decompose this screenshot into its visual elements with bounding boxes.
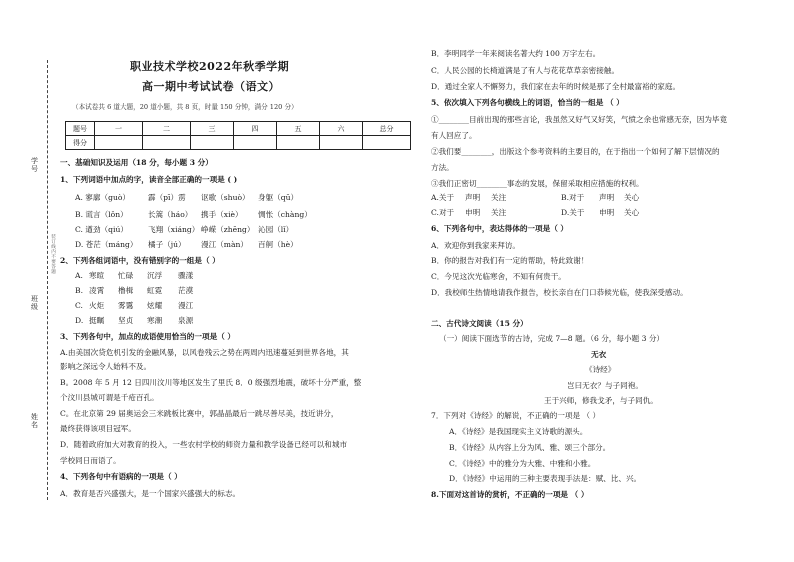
- question-1: 1、下列词语中加点的字，读音全部正确的一项是 ( ): [60, 175, 238, 184]
- q4-option-b: B．李明同学一年来阅读名著大约 100 万字左右。: [431, 49, 601, 58]
- score-table: [65, 121, 411, 150]
- q7-option: D．《诗经》中运用的三种主要表现手法是：赋、比、兴。: [449, 474, 642, 483]
- q7-option: A．《诗经》是我国现实主义诗歌的源头。: [449, 427, 588, 436]
- q7-option: C．《诗经》中的雅分为大雅、中雅和小雅。: [449, 459, 596, 468]
- question-8: 8.下面对这首诗的赏析，不正确的一项是 （ ）: [431, 490, 589, 499]
- score-table-header: 四: [234, 122, 277, 136]
- q2-word: 雾霭: [118, 301, 134, 310]
- q6-option: C．今见这次光临寒舍，不知有何贵干。: [431, 272, 566, 281]
- q2-word: 忙碌: [118, 271, 134, 280]
- q1-option: 橘子（jú）: [148, 240, 186, 249]
- q2-word: 泉源: [178, 316, 194, 325]
- q6-option: B．你的报告对我们有一定的帮助，特此致谢！: [431, 256, 589, 265]
- q5-option: C.对于: [431, 208, 455, 217]
- q5-word: 申明: [599, 208, 615, 217]
- binding-warning: 装订线内不要答题: [51, 235, 56, 275]
- poem-line: 岂曰无衣？与子同袍。: [567, 381, 643, 390]
- q1-option: 惆怅（chàng）: [258, 210, 312, 219]
- q2-word: 虹霓: [147, 286, 163, 295]
- q2-word: 凌霄: [89, 286, 105, 295]
- q2-word: 沉浮: [147, 271, 163, 280]
- q5-line: ③我们正密切________事态的发展，保留采取相应措施的权利。: [431, 179, 644, 188]
- q7-option: B．《诗经》从内容上分为风、雅、颂三个部分。: [449, 443, 611, 452]
- q2-option-letter: D.: [75, 316, 84, 325]
- q1-option: 峥嵘（zhēng）: [201, 225, 255, 234]
- q1-option: 霹（pī）雳: [148, 193, 186, 202]
- score-table-header: 一: [95, 122, 143, 136]
- q1-option: B. 谎言（lǒn）: [75, 210, 128, 219]
- q1-option: 飞翔（xiáng）: [148, 225, 200, 234]
- score-cell[interactable]: [191, 136, 234, 150]
- q3-line: 最终获得该项目冠军。: [60, 424, 136, 433]
- q1-option: D. 苍茫（máng）: [75, 240, 138, 249]
- score-cell[interactable]: [234, 136, 277, 150]
- q1-option: 身躯（qū）: [258, 193, 299, 202]
- score-table-header: 总分: [363, 122, 411, 136]
- q5-line: ②我们要________，出版这个参考资料的主要目的，在于指出一个如何了解下层情况的: [431, 147, 720, 156]
- score-row-label: 得分: [66, 136, 95, 150]
- q2-word: 寒潮: [147, 316, 163, 325]
- q2-option-letter: C.: [75, 301, 83, 310]
- q2-word: 橹楫: [118, 286, 134, 295]
- section-2-sub-1: （一）阅读下面选节的古诗，完成 7—8 题。（6 分，每小题 3 分）: [439, 334, 665, 343]
- q3-line: C。在北京第 29 届奥运会三米跳板比赛中，郭晶晶最后一跳尽善尽美，技近讲分，: [60, 409, 339, 418]
- q2-option-letter: B.: [75, 286, 83, 295]
- score-table-header: 五: [277, 122, 320, 136]
- question-4: 4、下列各句中有语病的一项是（ ）: [60, 472, 182, 481]
- score-table-header: 题号: [66, 122, 95, 136]
- score-table-header: 三: [191, 122, 234, 136]
- score-table-header: 二: [143, 122, 191, 136]
- q2-word: 炫耀: [147, 301, 163, 310]
- class-label: 班级: [31, 295, 38, 311]
- q1-option: 漫江（màn）: [201, 240, 248, 249]
- q3-line: 影响之深远令人始料不及。: [60, 362, 152, 371]
- q4-option-a: A．教育是否兴盛强大，是一个国家兴盛强大的标志。: [60, 489, 241, 498]
- exam-title: 高一期中考试试卷（语文）: [142, 80, 280, 93]
- q5-word: 声明: [465, 193, 481, 202]
- question-6: 6、下列各句中，表达得体的一项是（ ）: [431, 224, 569, 233]
- section-1-heading: 一、基础知识及运用（18 分，每小题 3 分）: [60, 158, 213, 167]
- poem-source: 《诗经》: [585, 365, 616, 374]
- section-2-heading: 二、古代诗文阅读（15 分）: [431, 319, 528, 328]
- q3-line: A.由美国次贷危机引发的金融风暴，以风卷残云之势在两周内迅速蔓延到世界各地，其: [60, 348, 349, 357]
- question-3: 3、下列各句中，加点的成语使用恰当的一项是（ ）: [60, 332, 235, 341]
- score-cell[interactable]: [143, 136, 191, 150]
- q3-line: 个汶川县城可谓是千疮百孔。: [60, 393, 159, 402]
- q5-word: 关心: [624, 193, 640, 202]
- q3-line: D．随着政府加大对教育的投入，一些农村学校的师资力量和教学设备已经可以和城市: [60, 440, 348, 449]
- question-5: 5、依次填入下列各句横线上的词语，恰当的一组是 （ ）: [431, 98, 624, 107]
- q1-option: 长篙（háo）: [148, 210, 193, 219]
- q2-word: 漫江: [178, 301, 194, 310]
- q3-line: B。2008 年 5 月 12 日四川汶川等地区发生了里氏 8．0 级强烈地震，破坏十分严重，整: [60, 378, 362, 387]
- score-table-score-row: [66, 136, 411, 150]
- exam-title-school: 职业技术学校2022年秋季学期: [130, 60, 290, 73]
- q2-word: 茫漠: [178, 286, 194, 295]
- q5-word: 关注: [491, 193, 507, 202]
- q3-line: 学校同日而语了。: [60, 456, 121, 465]
- q5-word: 关注: [491, 208, 507, 217]
- q4-option-d: D．通过全家人不懈努力，我们家在去年的时候是那了全村最富裕的家庭。: [431, 82, 681, 91]
- q2-word: 挺瞩: [89, 316, 105, 325]
- poem-title: 无衣: [591, 350, 607, 359]
- q5-line: 有人回应了。: [431, 131, 477, 140]
- binding-line: [47, 60, 48, 500]
- q1-option: 携手（xiè）: [201, 210, 243, 219]
- q2-word: 骤漾: [178, 271, 194, 280]
- q2-option-letter: A.: [75, 271, 83, 280]
- q5-word: 声明: [599, 193, 615, 202]
- q1-option: C. 遒劲（qiú）: [75, 225, 128, 234]
- q5-option: D.关于: [561, 208, 585, 217]
- q5-word: 申明: [465, 208, 481, 217]
- q6-option: D．我校师生热情地请我作报告，校长亲自在门口恭候光临，使我深受感动。: [431, 288, 688, 297]
- score-table-header-row: [66, 122, 411, 136]
- score-cell[interactable]: [320, 136, 363, 150]
- score-cell[interactable]: [95, 136, 143, 150]
- score-cell[interactable]: [363, 136, 411, 150]
- q2-word: 坚贞: [118, 316, 134, 325]
- q5-option: B.对于: [561, 193, 585, 202]
- q5-line: ①________目前出现的那些言论，我虽然又好气又好笑，气愤之余也常感无奈，因为毕竟: [431, 115, 728, 124]
- q1-option: 百舸（hè）: [258, 240, 298, 249]
- exam-note: （本试卷共 6 道大题，20 道小题，共 8 页，时量 150 分钟，满分 120 分）: [72, 103, 298, 111]
- q6-option: A．欢迎你到我家来拜访。: [431, 241, 521, 250]
- q2-word: 寒暄: [89, 271, 105, 280]
- q1-option: 沁园（lǐ）: [258, 225, 294, 234]
- q4-option-c: C．人民公园的长椅道满是了有人与花花草草亲密接触。: [431, 66, 620, 75]
- q2-word: 火炬: [89, 301, 105, 310]
- question-2: 2、下列各组词语中，没有错别字的一组是（ ）: [60, 256, 220, 265]
- q5-option: A.关于: [431, 193, 455, 202]
- score-cell[interactable]: [277, 136, 320, 150]
- q5-line: 方法。: [431, 163, 454, 172]
- question-7: 7．下列对《诗经》的解说，不正确的一项是 （ ）: [431, 411, 601, 420]
- score-table-header: 六: [320, 122, 363, 136]
- q5-word: 关心: [624, 208, 640, 217]
- poem-line: 王于兴师，修我戈矛，与子同仇。: [544, 396, 658, 405]
- q1-option: A. 寥廓（guò）: [75, 193, 131, 202]
- student-id-label: 学号: [31, 157, 38, 173]
- q1-option: 讴歌（shuò）: [201, 193, 250, 202]
- name-label: 姓名: [31, 413, 38, 429]
